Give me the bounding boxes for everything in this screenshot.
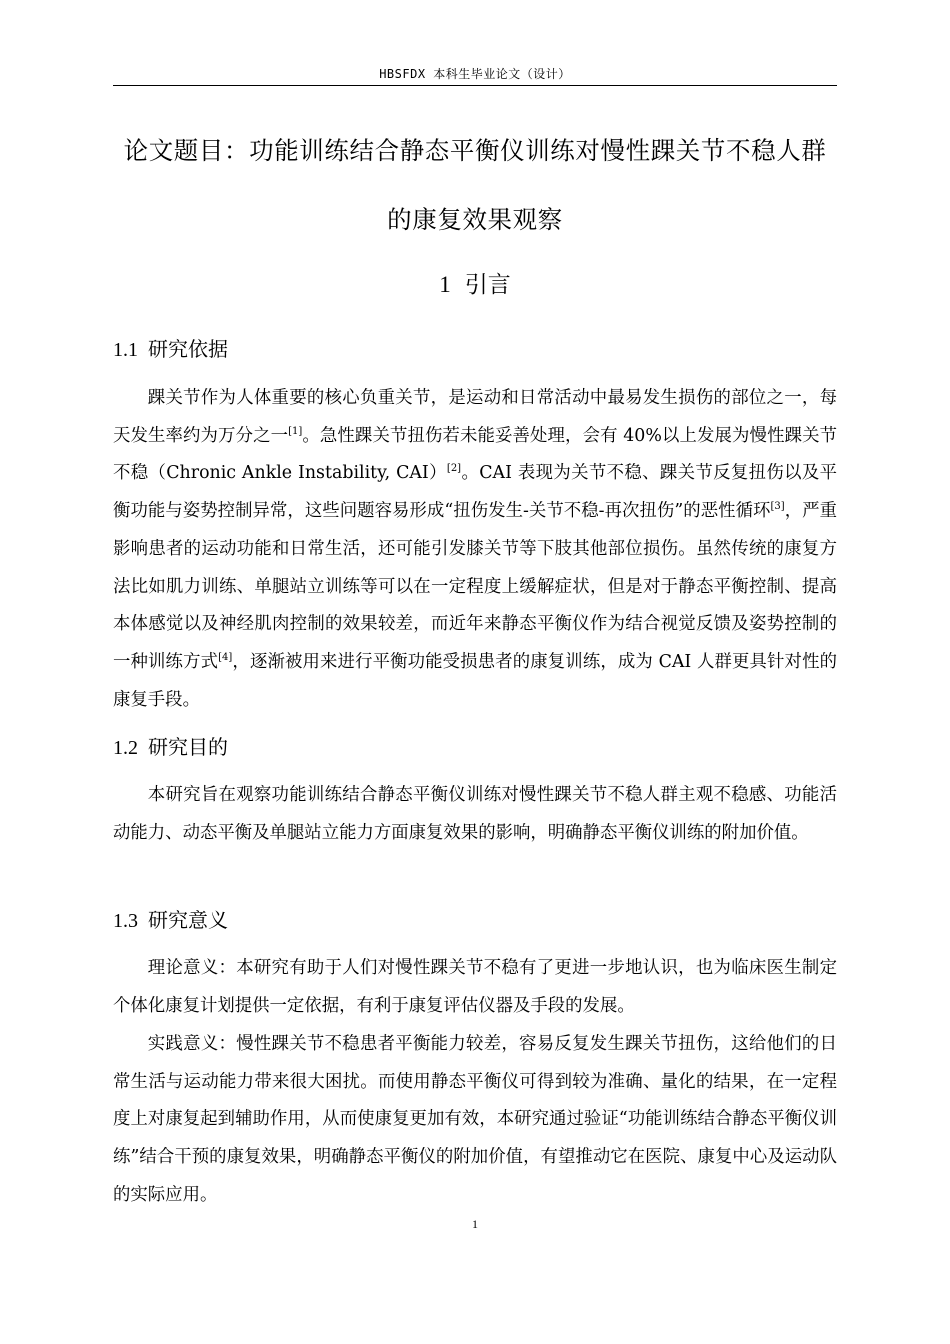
paragraph-theoretical-significance: 理论意义：本研究有助于人们对慢性踝关节不稳有了更进一步地认识，也为临床医生制定个体化康复计划提供一定依据，有利于康复评估仪器及手段的发展。 <box>113 958 837 1016</box>
thesis-title-line-1: 论文题目：功能训练结合静态平衡仪训练对慢性踝关节不稳人群 <box>123 136 827 165</box>
paragraph-research-purpose: 本研究旨在观察功能训练结合静态平衡仪训练对慢性踝关节不稳人群主观不稳感、功能活动能力、动态平衡及单腿站立能力方面康复效果的影响，明确静态平衡仪训练的附加价值。 <box>113 785 837 843</box>
chapter-heading <box>113 269 837 301</box>
text-run: 踝关节作为人体重要的核心负重关节，是运动和日常活动中最易发生损伤的部位之一，每天发生率约为万分之一 <box>113 388 837 446</box>
section-title: 研究依据 <box>148 337 228 361</box>
section-number: 1.1 <box>113 339 138 361</box>
paragraph-research-basis <box>113 380 837 719</box>
thesis-title-line-2: 的康复效果观察 <box>387 205 563 234</box>
chapter-number: 1 <box>439 272 451 297</box>
page-number: 1 <box>472 1217 478 1231</box>
section-heading-1-2 <box>113 733 228 762</box>
text-run: 。急性踝关节扭伤若未能妥善处理，会有 40%以上发展为慢性踝关节不稳（Chronic Ankle Instability, CAI） <box>113 425 837 484</box>
citation-ref: [4] <box>218 651 233 663</box>
section-number: 1.2 <box>113 737 138 759</box>
section-heading-1-3 <box>113 906 228 935</box>
section-number: 1.3 <box>113 910 138 932</box>
running-header: HBSFDX 本科生毕业论文（设计） <box>379 67 571 81</box>
chapter-title: 引言 <box>464 272 511 298</box>
text-run: ，严重影响患者的运动功能和日常生活，还可能引发膝关节等下肢其他部位损伤。虽然传统的康复方法比如肌力训练、单腿站立训练等可以在一定程度上缓解症状，但是对于静态平衡控制、提高本体感觉以及神经肌肉控制的效果较差，而近年来静态平衡仪作为结合视觉反馈及姿势控制的一种训练方式 <box>113 501 837 672</box>
citation-ref: [3] <box>770 501 785 513</box>
section-title: 研究意义 <box>148 908 228 932</box>
section-heading-1-1 <box>113 335 228 364</box>
text-run: 。CAI 表现为关节不稳、踝关节反复扭伤以及平衡功能与姿势控制异常，这些问题容易形成“扭伤发生-关节不稳-再次扭伤”的恶性循环 <box>113 463 838 522</box>
citation-ref: [2] <box>446 463 462 475</box>
paragraph-practical-significance: 实践意义：慢性踝关节不稳患者平衡能力较差，容易反复发生踝关节扭伤，这给他们的日常生活与运动能力带来很大困扰。而使用静态平衡仪可得到较为准确、量化的结果，在一定程度上对康复起到辅助作用，从而使康复更加有效，本研究通过验证“功能训练结合静态平衡仪训练”结合干预的康复效果，明确静态平衡仪的附加价值，有望推动它在医院、康复中心及运动队的实际应用。 <box>113 1034 837 1205</box>
text-run: ，逐渐被用来进行平衡功能受损患者的康复训练，成为 CAI 人群更具针对性的康复手段。 <box>113 651 837 710</box>
header-rule <box>113 85 837 86</box>
section-title: 研究目的 <box>148 735 228 759</box>
citation-ref: [1] <box>288 425 303 437</box>
